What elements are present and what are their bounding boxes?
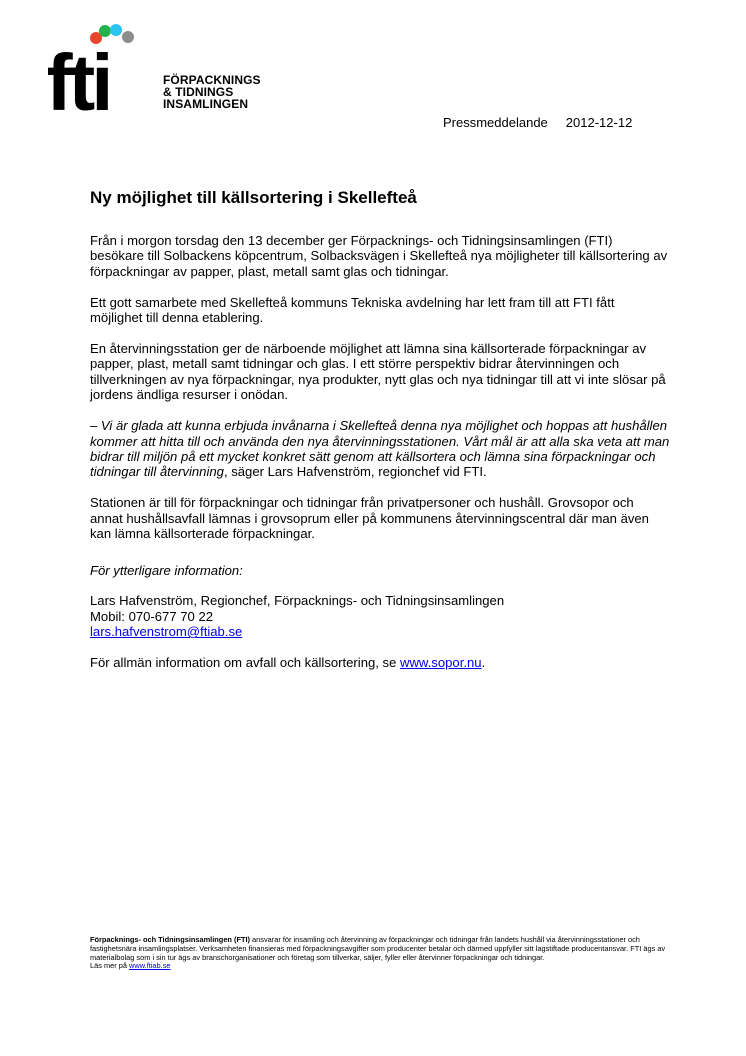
quote-attribution: , säger Lars Hafvenström, regionchef vid FTI.	[223, 464, 487, 480]
contact-name: Lars Hafvenström, Regionchef, Förpacknings- och Tidningsinsamlingen	[90, 593, 505, 609]
more-info-heading-text: För ytterligare information:	[90, 562, 243, 578]
general-info-prefix: För allmän information om avfall och källsortering, se	[90, 655, 401, 671]
general-info-suffix: .	[481, 655, 486, 671]
body-text	[90, 233, 670, 686]
general-info	[90, 655, 670, 670]
footer-org-name: Förpacknings- och Tidningsinsamlingen (FTI)	[90, 935, 250, 944]
doc-type: Pressmeddelande	[443, 115, 548, 130]
release-date: 2012-12-12	[565, 115, 633, 130]
contact-block	[90, 593, 670, 639]
footer-text: ansvarar för insamling och återvinning av förpackningar och tidningar från landets hushåll via återvinningsstationer och fastighetsnära insamlingsplatser. Verksamheten finansieras med förpackningsavgifter som producenter betalar och därmed uppfyller sitt lagstiftade producentansvar. FTI ägs av materialbolag som i sin tur ägs av branschorganisationer och företag som tillverkar, säljer, fyller eller återvinner förpackningar och tidningar.	[90, 935, 666, 962]
logo-dot-grey	[122, 31, 134, 43]
paragraph-4: Stationen är till för förpackningar och tidningar från privatpersoner och hushåll. Grovsopor och annat hushållsavfall lämnas i grovsoprum eller på kommunens återvinningscentral där man även kan lämna källsorterade förpackningar.	[90, 495, 649, 542]
logo-line-1: FÖRPACKNINGS	[163, 73, 261, 87]
sopor-link[interactable]: www.sopor.nu	[400, 655, 482, 671]
logo-line-2: & TIDNINGS	[163, 85, 234, 99]
contact-phone: Mobil: 070-677 70 22	[90, 608, 214, 624]
contact-email-link[interactable]: lars.hafvenstrom@ftiab.se	[90, 624, 243, 640]
logo-dot-blue	[110, 24, 122, 36]
press-header	[443, 115, 632, 130]
more-info-heading	[90, 563, 670, 578]
paragraph-3: En återvinningsstation ger de närboende möjlighet att lämna sina källsorterade förpackningar av papper, plast, metall samt tidningar och glas. I ett större perspektiv bidrar återvinningen och tillverkningen av nya förpackningar, nya produkter, nytt glas och nya tidningar till att vi inte slösar på jordens ändliga resurser i onödan.	[90, 341, 666, 403]
logo-line-3: INSAMLINGEN	[163, 97, 249, 111]
page-title: Ny möjlighet till källsortering i Skellefteå	[90, 188, 417, 207]
footer	[90, 936, 670, 971]
ftiab-link[interactable]: www.ftiab.se	[129, 961, 171, 971]
paragraph-1: Från i morgon torsdag den 13 december ger Förpacknings- och Tidningsinsamlingen (FTI) besökare till Solbackens köpcentrum, Solbacksvägen i Skellefteå nya möjligheter till källsortering av förpackningar av papper, plast, metall samt glas och tidningar.	[90, 233, 668, 279]
paragraph-2: Ett gott samarbete med Skellefteå kommuns Tekniska avdelning har lett fram till att FTI fått möjlighet till denna etablering.	[90, 294, 615, 326]
logo-wordmark	[163, 74, 261, 110]
logo-mark-text: fti	[48, 38, 110, 122]
footer-read-more: Läs mer på	[90, 961, 130, 971]
quote-paragraph	[90, 418, 670, 480]
logo-dot-green	[99, 25, 111, 37]
quote-text: – Vi är glada att kunna erbjuda invånarna i Skellefteå denna nya möjlighet och hoppas att hushållen kommer att hitta till och använda den nya återvinningsstationen. Vårt mål är att alla ska veta att man bidrar till miljön på ett mycket konkret sätt genom att källsortera och lämna sina förpackningar och tidningar till återvinning	[90, 418, 670, 480]
